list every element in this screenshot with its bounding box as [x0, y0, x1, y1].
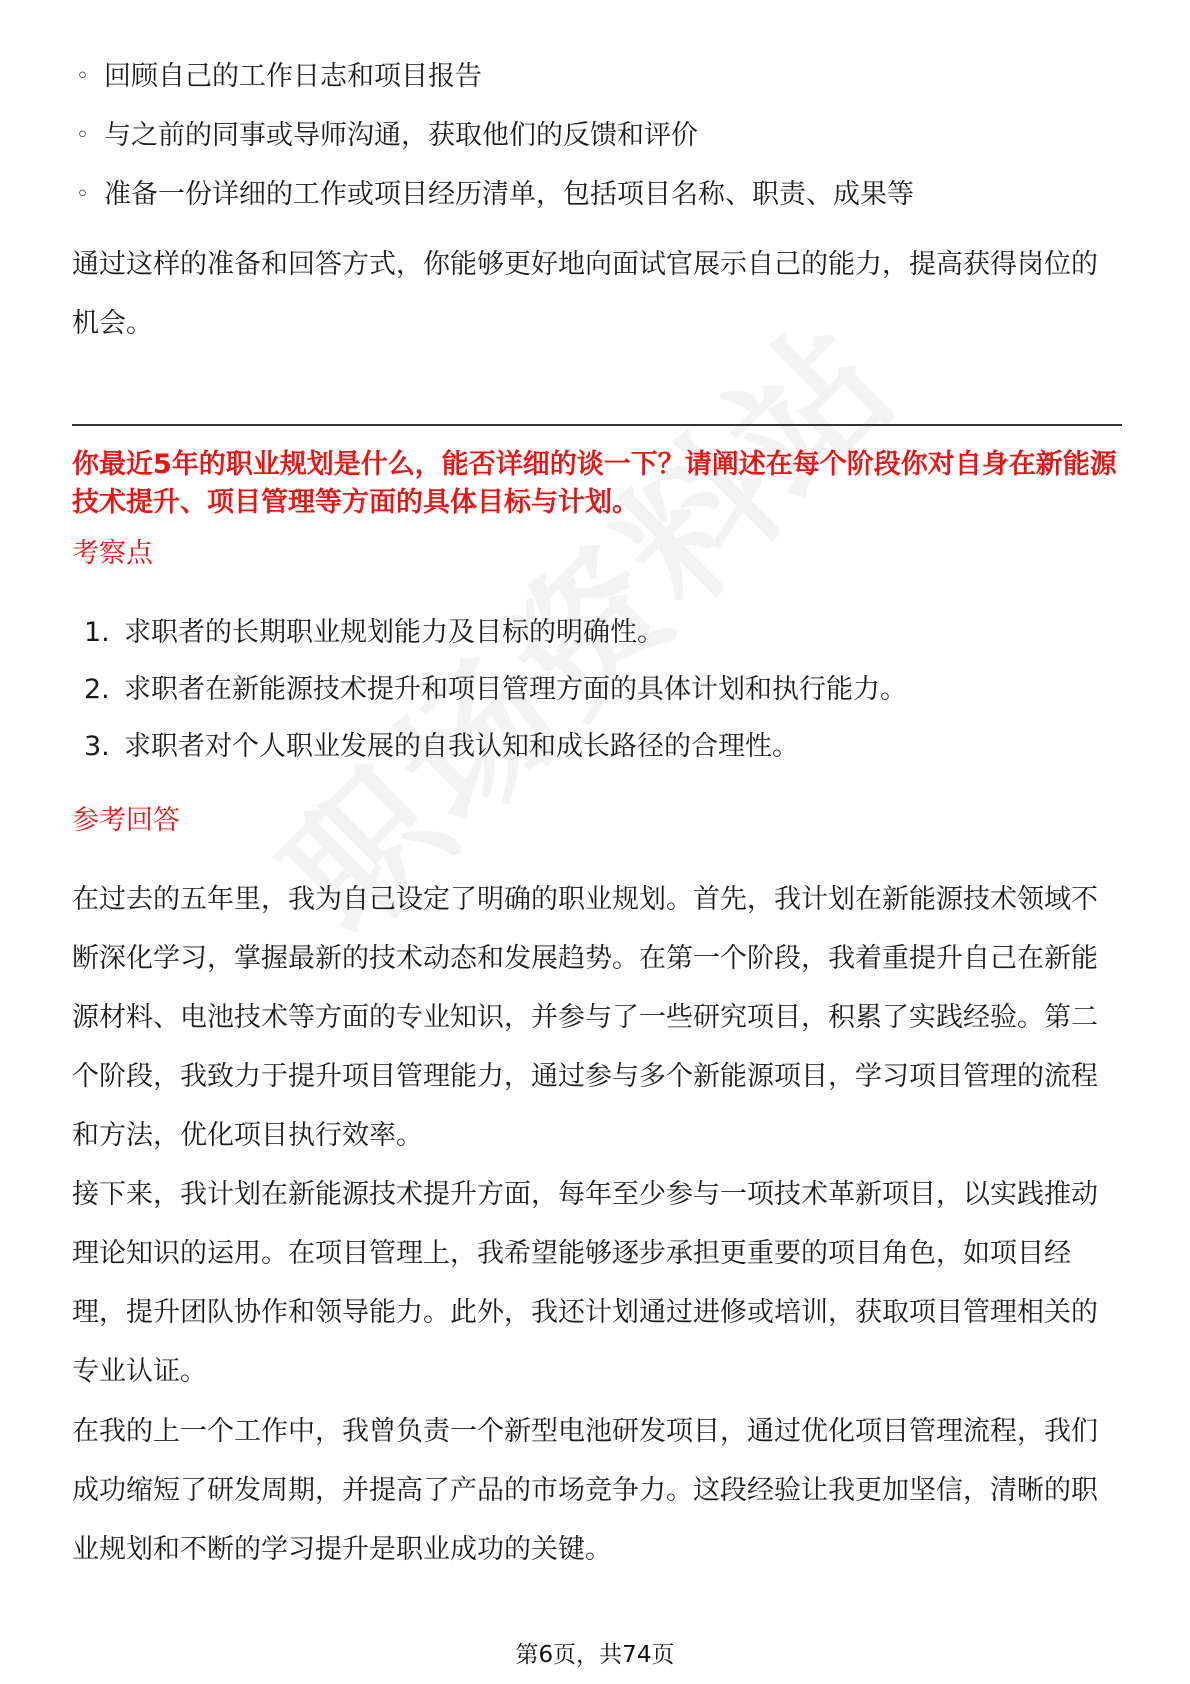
list-item-text: 准备一份详细的工作或项目经历清单，包括项目名称、职责、成果等	[104, 179, 914, 210]
hollow-bullet-icon: ◦	[76, 123, 89, 148]
list-number: 1.	[84, 617, 110, 648]
list-item-text: 求职者的长期职业规划能力及目标的明确性。	[124, 617, 664, 648]
answer-heading: 参考回答	[72, 805, 180, 836]
question-title: 你最近5年的职业规划是什么，能否详细的谈一下？请阐述在每个阶段你对自身在新能源技术提升、项目管理等方面的具体目标与计划。	[72, 449, 1117, 518]
list-number: 3.	[84, 731, 110, 762]
list-item-text: 回顾自己的工作日志和项目报告	[104, 61, 482, 92]
answer-paragraph: 接下来，我计划在新能源技术提升方面，每年至少参与一项技术革新项目，以实践推动理论知识的运用。在项目管理上，我希望能够逐步承担更重要的项目角色，如项目经理，提升团队协作和领导能力。此外，我还计划通过进修或培训，获取项目管理相关的专业认证。	[72, 1179, 1098, 1387]
preparation-bullet-list	[76, 60, 914, 237]
hollow-bullet-icon: ◦	[76, 182, 89, 207]
section-divider	[72, 424, 1122, 426]
list-item-text: 与之前的同事或导师沟通，获取他们的反馈和评价	[104, 120, 698, 151]
page-footer: 第6页，共74页	[515, 1642, 675, 1668]
list-item	[84, 614, 907, 652]
list-item-text: 求职者在新能源技术提升和项目管理方面的具体计划和执行能力。	[124, 674, 907, 705]
intro-paragraph: 通过这样的准备和回答方式，你能够更好地向面试官展示自己的能力，提高获得岗位的机会。	[72, 249, 1098, 339]
list-item	[76, 178, 914, 212]
list-item	[76, 119, 914, 153]
answer-paragraph: 在我的上一个工作中，我曾负责一个新型电池研发项目，通过优化项目管理流程，我们成功缩短了研发周期，并提高了产品的市场竞争力。这段经验让我更加坚信，清晰的职业规划和不断的学习提升是职业成功的关键。	[72, 1416, 1098, 1565]
list-item	[84, 671, 907, 709]
list-item	[76, 60, 914, 94]
inspection-heading: 考察点	[72, 538, 153, 569]
answer-paragraph: 在过去的五年里，我为自己设定了明确的职业规划。首先，我计划在新能源技术领域不断深化学习，掌握最新的技术动态和发展趋势。在第一个阶段，我着重提升自己在新能源材料、电池技术等方面的专业知识，并参与了一些研究项目，积累了实践经验。第二个阶段，我致力于提升项目管理能力，通过参与多个新能源项目，学习项目管理的流程和方法，优化项目执行效率。	[72, 884, 1098, 1151]
hollow-bullet-icon: ◦	[76, 64, 89, 89]
list-item	[84, 728, 907, 766]
inspection-points-list	[84, 614, 907, 785]
list-item-text: 求职者对个人职业发展的自我认知和成长路径的合理性。	[124, 731, 799, 762]
list-number: 2.	[84, 674, 110, 705]
